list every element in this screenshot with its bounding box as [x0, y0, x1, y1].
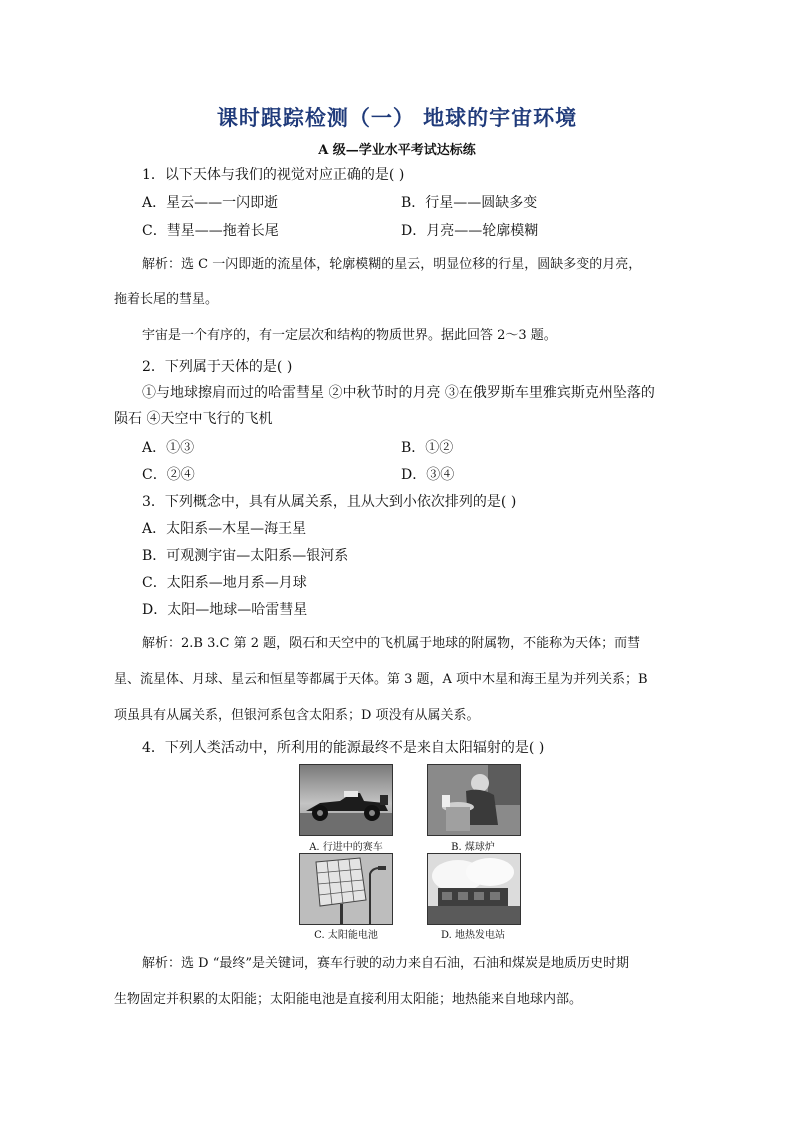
questions-2-3-explanation-line-2: 星、流星体、月球、星云和恒星等都属于天体。第 3 题，A 项中木星和海王星为并列关系；B — [114, 672, 648, 687]
question-3-option-c: C．太阳系—地月系—月球 — [142, 575, 307, 591]
question-2-items-line-1: ①与地球擦肩而过的哈雷彗星 ②中秋节时的月亮 ③在俄罗斯车里雅宾斯克州坠落的 — [142, 385, 655, 401]
solar-panel-image — [299, 853, 393, 925]
question-2-items-line-2: 陨石 ④天空中飞行的飞机 — [114, 411, 273, 427]
questions-2-3-explanation-line-3: 项虽具有从属关系，但银河系包含太阳系；D 项没有从属关系。 — [114, 708, 480, 723]
question-1-explanation-line-1: 解析：选 C 一闪即逝的流星体，轮廓模糊的星云，明显位移的行星，圆缺多变的月亮， — [142, 257, 642, 272]
question-3-option-a: A．太阳系—木星—海王星 — [142, 521, 307, 537]
caption-b: B. 煤球炉 — [451, 842, 495, 853]
questions-2-3-explanation-line-1: 解析：2.B 3.C 第 2 题，陨石和天空中的飞机属于地球的附属物，不能称为天体；而彗 — [142, 636, 641, 651]
caption-d: D. 地热发电站 — [440, 930, 506, 941]
question-1-option-b: B．行星——圆缺多变 — [401, 195, 538, 211]
question-1-option-c: C．彗星——拖着长尾 — [142, 223, 279, 239]
question-1-stem: 1．以下天体与我们的视觉对应正确的是( ) — [142, 167, 405, 183]
intro-text: 宇宙是一个有序的，有一定层次和结构的物质世界。据此回答 2～3 题。 — [142, 328, 557, 343]
race-car-image — [299, 764, 393, 836]
question-3-option-b: B．可观测宇宙—太阳系—银河系 — [142, 548, 349, 564]
question-1-option-d: D．月亮——轮廓模糊 — [401, 223, 539, 239]
section-heading: A 级—学业水平考试达标练 — [318, 143, 476, 158]
caption-c: C. 太阳能电池 — [314, 930, 378, 941]
question-2-option-b: B．①② — [401, 440, 454, 456]
question-4-stem: 4．下列人类活动中，所利用的能源最终不是来自太阳辐射的是( ) — [142, 740, 545, 756]
question-1-option-a: A．星云——一闪即逝 — [142, 195, 279, 211]
coal-stove-image — [427, 764, 521, 836]
question-2-option-a: A．①③ — [142, 440, 195, 456]
question-2-stem: 2．下列属于天体的是( ) — [142, 359, 293, 375]
question-4-explanation-line-1: 解析：选 D “最终”是关键词，赛车行驶的动力来自石油，石油和煤炭是地质历史时期 — [142, 956, 629, 971]
page-title: 课时跟踪检测（一） 地球的宇宙环境 — [216, 105, 578, 130]
question-2-option-c: C．②④ — [142, 467, 195, 483]
question-3-stem: 3．下列概念中，具有从属关系，且从大到小依次排列的是( ) — [142, 494, 517, 510]
question-4-explanation-line-2: 生物固定并积累的太阳能；太阳能电池是直接利用太阳能；地热能来自地球内部。 — [114, 992, 583, 1007]
caption-a: A. 行进中的赛车 — [309, 842, 383, 853]
question-3-option-d: D．太阳—地球—哈雷彗星 — [142, 602, 308, 618]
question-2-option-d: D．③④ — [401, 467, 455, 483]
geothermal-plant-image — [427, 853, 521, 925]
question-1-explanation-line-2: 拖着长尾的彗星。 — [114, 292, 219, 307]
